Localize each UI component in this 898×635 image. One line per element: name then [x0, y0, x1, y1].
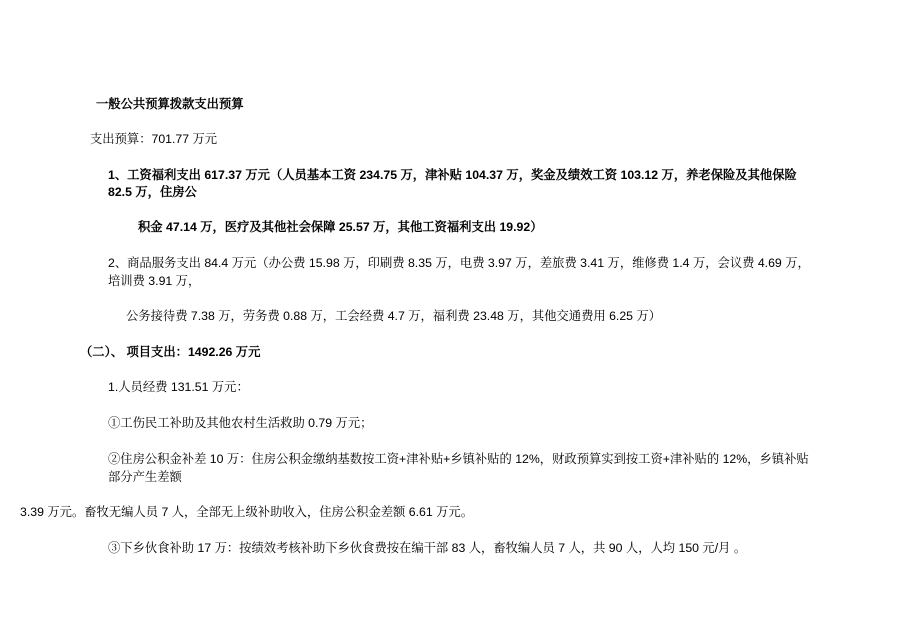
sub-item-2-housing-fund-line2: 3.39 万元。畜牧无编人员 7 人，全部无上级补助收入，住房公积金差额 6.61 万元。 [20, 504, 473, 519]
heading-general-public-budget: 一般公共预算拨款支出预算 [96, 97, 244, 111]
item-2-goods-services-line2: 公务接待费 7.38 万，劳务费 0.88 万，工会经费 4.7 万，福利费 23.48 万，其他交通费用 6.25 万） [126, 308, 662, 323]
sub-1-personnel-funds: 1.人员经费 131.51 万元： [108, 380, 249, 395]
item-2-goods-services-line1: 2、商品服务支出 84.4 万元（办公费 15.98 万，印刷费 8.35 万，电费 3.97 万，差旅费 3.41 万，维修费 1.4 万，会议费 4.69 万，培训费 3.91 万， [108, 256, 810, 288]
sub-item-2-housing-fund-line1: ②住房公积金补差 10 万：住房公积金缴纳基数按工资+津补贴+乡镇补贴的 12%，财政预算实到按工资+津补贴的 12%，乡镇补贴部分产生差额 [108, 452, 809, 484]
item-1-salary-welfare-line1: 1、工资福利支出 617.37 万元（人员基本工资 234.75 万，津补贴 104.37 万，奖金及绩效工资 103.12 万，养老保险及其他保险 82.5 万，住房公 [108, 167, 797, 200]
sub-item-1-injury-subsidy: ①工伤民工补助及其他农村生活救助 0.79 万元； [108, 416, 373, 431]
item-1-salary-welfare-line2: 积金 47.14 万，医疗及其他社会保障 25.57 万，其他工资福利支出 19.92） [138, 220, 543, 235]
sub-item-3-rural-meal-subsidy: ③下乡伙食补助 17 万：按绩效考核补助下乡伙食费按在编干部 83 人，畜牧编人员 7 人，共 90 人，人均 150 元/月 。 [108, 540, 747, 555]
document-body [20, 96, 818, 557]
section-2-project-expenditure: （二）、 项目支出：1492.26 万元 [80, 344, 261, 359]
expenditure-budget-total: 支出预算：701.77 万元 [90, 131, 218, 146]
